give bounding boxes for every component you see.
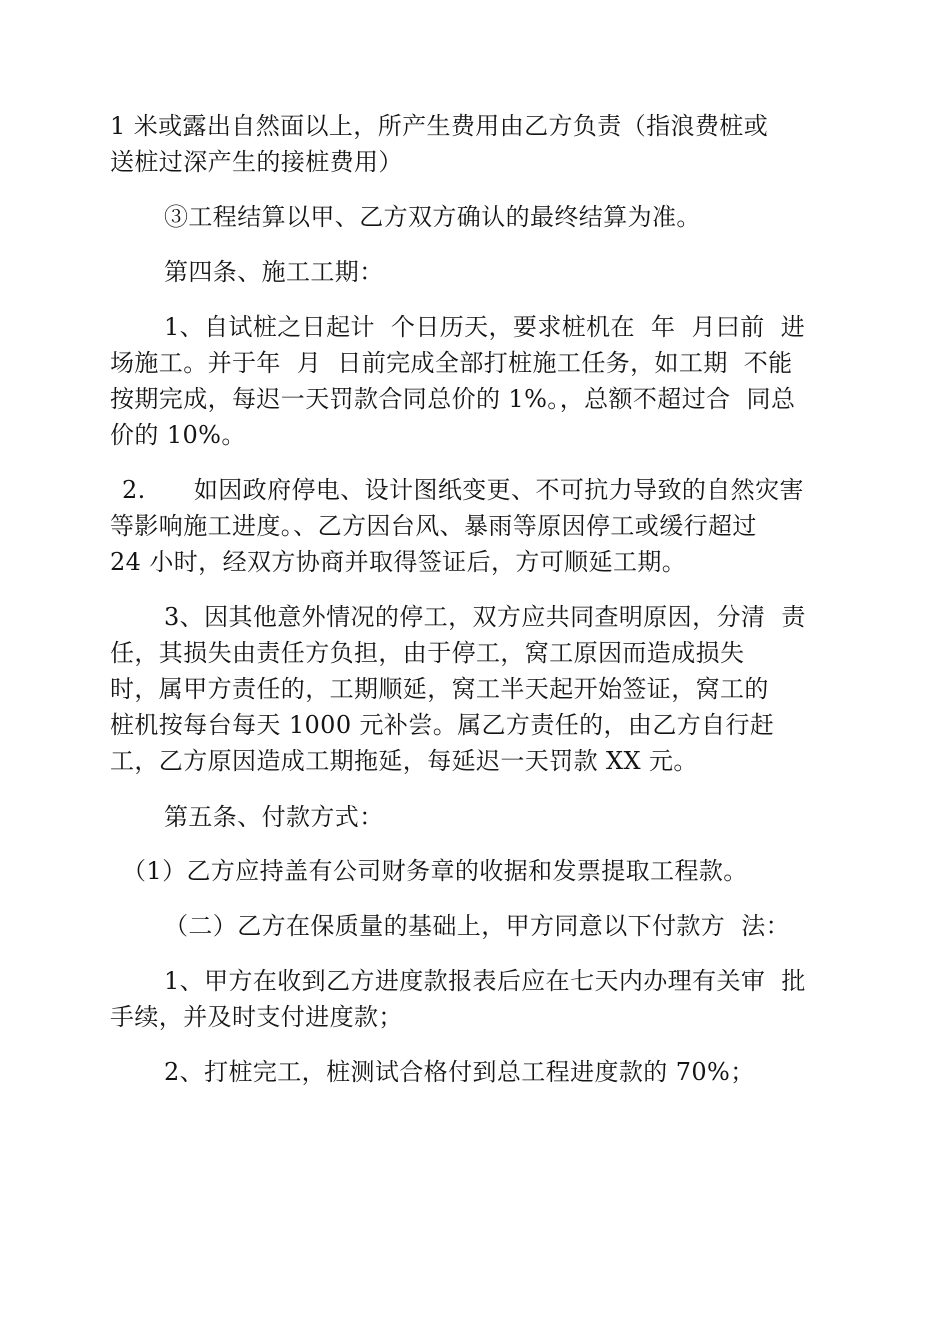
text-line: 2、打桩完工，桩测试合格付到总工程进度款的 70%； (164, 1058, 755, 1086)
text-line: （二）乙方在保质量的基础上，甲方同意以下付款方 法： (164, 912, 791, 940)
text-line: 任，其损失由责任方负担，由于停工，窝工原因而造成损失 (110, 639, 745, 667)
text-line: 1、自试桩之日起计 个日历天，要求桩机在 年 月曰前 进 (164, 313, 806, 341)
text-line: 等影响施工进度。、乙方因台风、暴雨等原因停工或缓行超过 (110, 512, 757, 540)
section-heading: 第五条、付款方式： (164, 803, 384, 831)
text-line: 1、甲方在收到乙方进度款报表后应在七天内办理有关审 批 (164, 967, 806, 995)
section-heading: 第四条、施工工期： (164, 258, 384, 286)
text-line: 场施工。并于年 月 日前完成全部打桩施工任务，如工期 不能 (110, 349, 793, 377)
text-line: 价的 10%。 (110, 421, 246, 449)
text-line: 时，属甲方责任的，工期顺延，窝工半天起开始签证，窝工的 (110, 675, 769, 703)
text-line: 24 小时，经双方协商并取得签证后，方可顺延工期。 (110, 548, 687, 576)
text-line: ③工程结算以甲、乙方双方确认的最终结算为准。 (164, 203, 701, 231)
text-line: 1 米或露出自然面以上，所产生费用由乙方负责（指浪费桩或 (110, 112, 769, 140)
text-line: 工，乙方原因造成工期拖延，每延迟一天罚款 XX 元。 (110, 747, 698, 775)
text-line: 3、因其他意外情况的停工，双方应共同查明原因，分清 责 (164, 603, 806, 631)
text-line: 按期完成，每迟一天罚款合同总价的 1%。，总额不超过合 同总 (110, 385, 796, 413)
text-line: 桩机按每台每天 1000 元补尝。属乙方责任的，由乙方自行赶 (110, 711, 775, 739)
text-line: 手续，并及时支付进度款； (110, 1003, 403, 1031)
text-line: 2. 如因政府停电、设计图纸变更、不可抗力导致的自然灾害 (122, 476, 804, 504)
text-line: 送桩过深产生的接桩费用） (110, 148, 403, 176)
text-line: （1）乙方应持盖有公司财务章的收据和发票提取工程款。 (122, 857, 748, 885)
